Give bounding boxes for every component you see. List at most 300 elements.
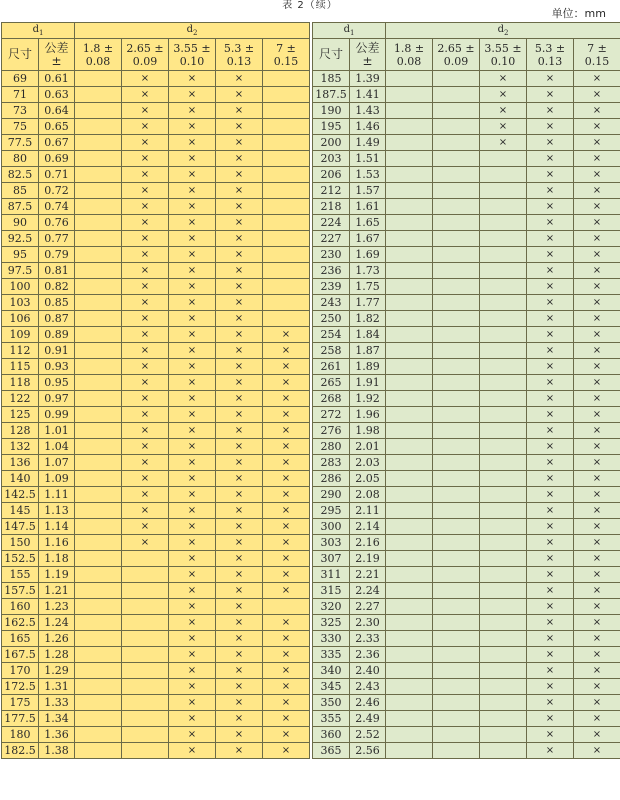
size-cell: 100 [2,279,39,295]
empty-cell [433,231,480,247]
mark-cell: × [216,631,263,647]
mark-cell: × [216,391,263,407]
tolerance-cell: 0.81 [39,263,75,279]
mark-cell: × [574,215,620,231]
tolerance-header: 公差 ± [39,39,75,71]
mark-cell: × [122,391,169,407]
empty-cell [386,567,433,583]
tolerance-cell: 1.34 [39,711,75,727]
size-cell: 365 [313,743,350,759]
empty-cell [386,199,433,215]
mark-cell: × [169,423,216,439]
mark-cell: × [216,231,263,247]
empty-cell [386,727,433,743]
mark-cell: × [216,439,263,455]
empty-cell [433,327,480,343]
size-cell: 167.5 [2,647,39,663]
mark-cell: × [216,119,263,135]
size-cell: 157.5 [2,583,39,599]
empty-cell [433,103,480,119]
size-cell: 109 [2,327,39,343]
mark-cell: × [574,183,620,199]
empty-cell [480,183,527,199]
mark-cell: × [574,279,620,295]
size-cell: 265 [313,375,350,391]
tolerance-cell: 1.89 [350,359,386,375]
mark-cell: × [574,519,620,535]
table-row [313,135,620,151]
empty-cell [433,439,480,455]
size-cell: 236 [313,263,350,279]
empty-cell [433,71,480,87]
tolerance-cell: 0.82 [39,279,75,295]
col-header: 1.8 ± 0.08 [75,39,122,71]
mark-cell: × [527,327,574,343]
tolerance-cell: 2.36 [350,647,386,663]
empty-cell [122,679,169,695]
mark-cell: × [574,391,620,407]
size-cell: 303 [313,535,350,551]
mark-cell: × [216,695,263,711]
mark-cell: × [169,727,216,743]
mark-cell: × [527,135,574,151]
table-row [313,711,620,727]
empty-cell [386,519,433,535]
left-dimension-table [1,22,310,759]
mark-cell: × [169,567,216,583]
mark-cell: × [169,215,216,231]
mark-cell: × [527,231,574,247]
tolerance-cell: 0.79 [39,247,75,263]
mark-cell: × [169,503,216,519]
mark-cell: × [263,535,310,551]
mark-cell: × [169,663,216,679]
right-dimension-table [312,22,620,759]
mark-cell: × [574,615,620,631]
mark-cell: × [574,599,620,615]
mark-cell: × [527,711,574,727]
mark-cell: × [263,343,310,359]
mark-cell: × [263,631,310,647]
tolerance-cell: 1.09 [39,471,75,487]
empty-cell [75,343,122,359]
empty-cell [480,631,527,647]
mark-cell: × [263,743,310,759]
mark-cell: × [169,119,216,135]
col-header: 3.55 ± 0.10 [169,39,216,71]
mark-cell: × [122,471,169,487]
empty-cell [263,279,310,295]
mark-cell: × [263,647,310,663]
mark-cell: × [527,743,574,759]
table-row [2,327,310,343]
tolerance-cell: 1.61 [350,199,386,215]
size-cell: 345 [313,679,350,695]
table-row [313,183,620,199]
size-cell: 162.5 [2,615,39,631]
table-title: 表 2（续） [282,0,338,11]
mark-cell: × [263,519,310,535]
size-cell: 87.5 [2,199,39,215]
size-cell: 227 [313,231,350,247]
mark-cell: × [574,647,620,663]
mark-cell: × [263,471,310,487]
mark-cell: × [263,391,310,407]
empty-cell [433,247,480,263]
mark-cell: × [527,407,574,423]
empty-cell [386,279,433,295]
mark-cell: × [216,327,263,343]
tolerance-cell: 0.76 [39,215,75,231]
empty-cell [75,119,122,135]
mark-cell: × [574,583,620,599]
empty-cell [386,471,433,487]
empty-cell [75,87,122,103]
tolerance-cell: 1.39 [350,71,386,87]
table-row [2,631,310,647]
mark-cell: × [122,327,169,343]
tolerance-cell: 0.87 [39,311,75,327]
tolerance-cell: 1.46 [350,119,386,135]
empty-cell [75,423,122,439]
mark-cell: × [574,727,620,743]
table-row [313,215,620,231]
mark-cell: × [169,535,216,551]
mark-cell: × [527,295,574,311]
tolerance-cell: 1.28 [39,647,75,663]
empty-cell [122,711,169,727]
table-row [313,551,620,567]
mark-cell: × [169,375,216,391]
empty-cell [386,423,433,439]
empty-cell [75,103,122,119]
empty-cell [75,647,122,663]
empty-cell [433,359,480,375]
mark-cell: × [169,583,216,599]
mark-cell: × [122,87,169,103]
tolerance-cell: 1.57 [350,183,386,199]
empty-cell [386,183,433,199]
empty-cell [433,391,480,407]
size-cell: 250 [313,311,350,327]
empty-cell [386,583,433,599]
header-row-2 [313,39,620,71]
empty-cell [75,391,122,407]
tolerance-cell: 2.40 [350,663,386,679]
table-row [2,455,310,471]
empty-cell [480,695,527,711]
empty-cell [433,199,480,215]
size-cell: 335 [313,647,350,663]
table-row [2,103,310,119]
empty-cell [386,71,433,87]
empty-cell [480,407,527,423]
empty-cell [433,375,480,391]
table-row [2,263,310,279]
empty-cell [480,519,527,535]
tolerance-cell: 2.16 [350,535,386,551]
mark-cell: × [574,375,620,391]
mark-cell: × [216,647,263,663]
table-row [2,599,310,615]
tolerance-cell: 1.04 [39,439,75,455]
mark-cell: × [122,455,169,471]
size-cell: 125 [2,407,39,423]
table-row [313,231,620,247]
mark-cell: × [527,391,574,407]
size-cell: 243 [313,295,350,311]
mark-cell: × [527,503,574,519]
mark-cell: × [480,71,527,87]
empty-cell [480,567,527,583]
mark-cell: × [169,103,216,119]
size-cell: 175 [2,695,39,711]
tolerance-cell: 1.53 [350,167,386,183]
tolerance-cell: 1.75 [350,279,386,295]
table-row [2,711,310,727]
tolerance-cell: 1.69 [350,247,386,263]
mark-cell: × [122,151,169,167]
empty-cell [386,87,433,103]
size-cell: 82.5 [2,167,39,183]
mark-cell: × [169,711,216,727]
table-row [2,407,310,423]
size-cell: 77.5 [2,135,39,151]
empty-cell [122,695,169,711]
tolerance-cell: 1.13 [39,503,75,519]
mark-cell: × [122,519,169,535]
table-row [2,487,310,503]
mark-cell: × [216,679,263,695]
empty-cell [480,423,527,439]
mark-cell: × [574,631,620,647]
mark-cell: × [574,407,620,423]
mark-cell: × [527,599,574,615]
size-cell: 206 [313,167,350,183]
empty-cell [386,343,433,359]
mark-cell: × [574,487,620,503]
mark-cell: × [169,167,216,183]
mark-cell: × [527,663,574,679]
empty-cell [75,503,122,519]
mark-cell: × [216,599,263,615]
mark-cell: × [122,199,169,215]
table-row [313,455,620,471]
mark-cell: × [574,567,620,583]
empty-cell [263,119,310,135]
size-cell: 75 [2,119,39,135]
empty-cell [75,199,122,215]
empty-cell [480,327,527,343]
empty-cell [75,711,122,727]
empty-cell [386,631,433,647]
size-cell: 152.5 [2,551,39,567]
size-cell: 90 [2,215,39,231]
mark-cell: × [169,487,216,503]
empty-cell [263,599,310,615]
empty-cell [122,551,169,567]
mark-cell: × [216,743,263,759]
empty-cell [433,343,480,359]
mark-cell: × [169,87,216,103]
table-row [313,279,620,295]
empty-cell [480,647,527,663]
table-row [2,151,310,167]
mark-cell: × [169,135,216,151]
empty-cell [386,743,433,759]
tolerance-cell: 1.38 [39,743,75,759]
mark-cell: × [122,167,169,183]
empty-cell [386,679,433,695]
mark-cell: × [263,567,310,583]
mark-cell: × [574,167,620,183]
size-cell: 106 [2,311,39,327]
tolerance-cell: 2.01 [350,439,386,455]
empty-cell [433,423,480,439]
mark-cell: × [169,599,216,615]
mark-cell: × [122,263,169,279]
mark-cell: × [169,391,216,407]
mark-cell: × [263,551,310,567]
tolerance-cell: 2.11 [350,503,386,519]
size-cell: 276 [313,423,350,439]
empty-cell [480,375,527,391]
empty-cell [480,247,527,263]
mark-cell: × [263,375,310,391]
table-row [313,647,620,663]
mark-cell: × [574,199,620,215]
tolerance-cell: 1.11 [39,487,75,503]
table-row [313,423,620,439]
mark-cell: × [169,439,216,455]
empty-cell [263,263,310,279]
table-row [2,391,310,407]
size-cell: 350 [313,695,350,711]
table-row [313,743,620,759]
empty-cell [433,135,480,151]
table-row [313,391,620,407]
empty-cell [433,87,480,103]
table-row [2,695,310,711]
empty-cell [433,711,480,727]
mark-cell: × [480,135,527,151]
mark-cell: × [216,199,263,215]
table-row [313,295,620,311]
tolerance-cell: 0.99 [39,407,75,423]
empty-cell [386,663,433,679]
mark-cell: × [169,71,216,87]
empty-cell [75,167,122,183]
empty-cell [433,535,480,551]
size-cell: 185 [313,71,350,87]
size-cell: 145 [2,503,39,519]
mark-cell: × [216,583,263,599]
tolerance-cell: 1.14 [39,519,75,535]
table-row [313,679,620,695]
tolerance-cell: 0.85 [39,295,75,311]
size-cell: 254 [313,327,350,343]
table-row [2,503,310,519]
tolerance-cell: 1.67 [350,231,386,247]
empty-cell [386,615,433,631]
mark-cell: × [263,359,310,375]
size-cell: 182.5 [2,743,39,759]
mark-cell: × [527,631,574,647]
table-row [313,103,620,119]
mark-cell: × [527,215,574,231]
size-cell: 155 [2,567,39,583]
mark-cell: × [574,231,620,247]
mark-cell: × [216,551,263,567]
table-row [2,743,310,759]
size-cell: 118 [2,375,39,391]
mark-cell: × [527,487,574,503]
mark-cell: × [216,503,263,519]
table-row [313,615,620,631]
size-cell: 180 [2,727,39,743]
empty-cell [75,311,122,327]
empty-cell [480,311,527,327]
tolerance-cell: 0.67 [39,135,75,151]
mark-cell: × [169,647,216,663]
mark-cell: × [480,119,527,135]
mark-cell: × [216,151,263,167]
mark-cell: × [527,199,574,215]
mark-cell: × [216,519,263,535]
mark-cell: × [169,311,216,327]
empty-cell [386,407,433,423]
col-header: 5.3 ± 0.13 [527,39,574,71]
mark-cell: × [169,199,216,215]
mark-cell: × [122,359,169,375]
mark-cell: × [527,167,574,183]
tolerance-cell: 2.05 [350,471,386,487]
mark-cell: × [527,311,574,327]
empty-cell [122,567,169,583]
tolerance-cell: 1.77 [350,295,386,311]
mark-cell: × [169,615,216,631]
empty-cell [75,375,122,391]
empty-cell [480,167,527,183]
size-cell: 230 [313,247,350,263]
empty-cell [433,471,480,487]
tolerance-cell: 2.19 [350,551,386,567]
size-cell: 177.5 [2,711,39,727]
mark-cell: × [527,535,574,551]
mark-cell: × [574,743,620,759]
empty-cell [386,487,433,503]
table-row [2,247,310,263]
d2-header: $d_2$ [75,23,310,39]
table-row [313,727,620,743]
empty-cell [75,695,122,711]
mark-cell: × [263,583,310,599]
mark-cell: × [574,311,620,327]
mark-cell: × [216,135,263,151]
table-row [2,471,310,487]
tolerance-cell: 2.24 [350,583,386,599]
empty-cell [75,359,122,375]
mark-cell: × [527,679,574,695]
mark-cell: × [527,519,574,535]
empty-cell [386,439,433,455]
tolerance-cell: 2.49 [350,711,386,727]
empty-cell [263,199,310,215]
empty-cell [386,311,433,327]
mark-cell: × [216,183,263,199]
table-row [313,167,620,183]
d1-header: $d_1$ [2,23,75,39]
